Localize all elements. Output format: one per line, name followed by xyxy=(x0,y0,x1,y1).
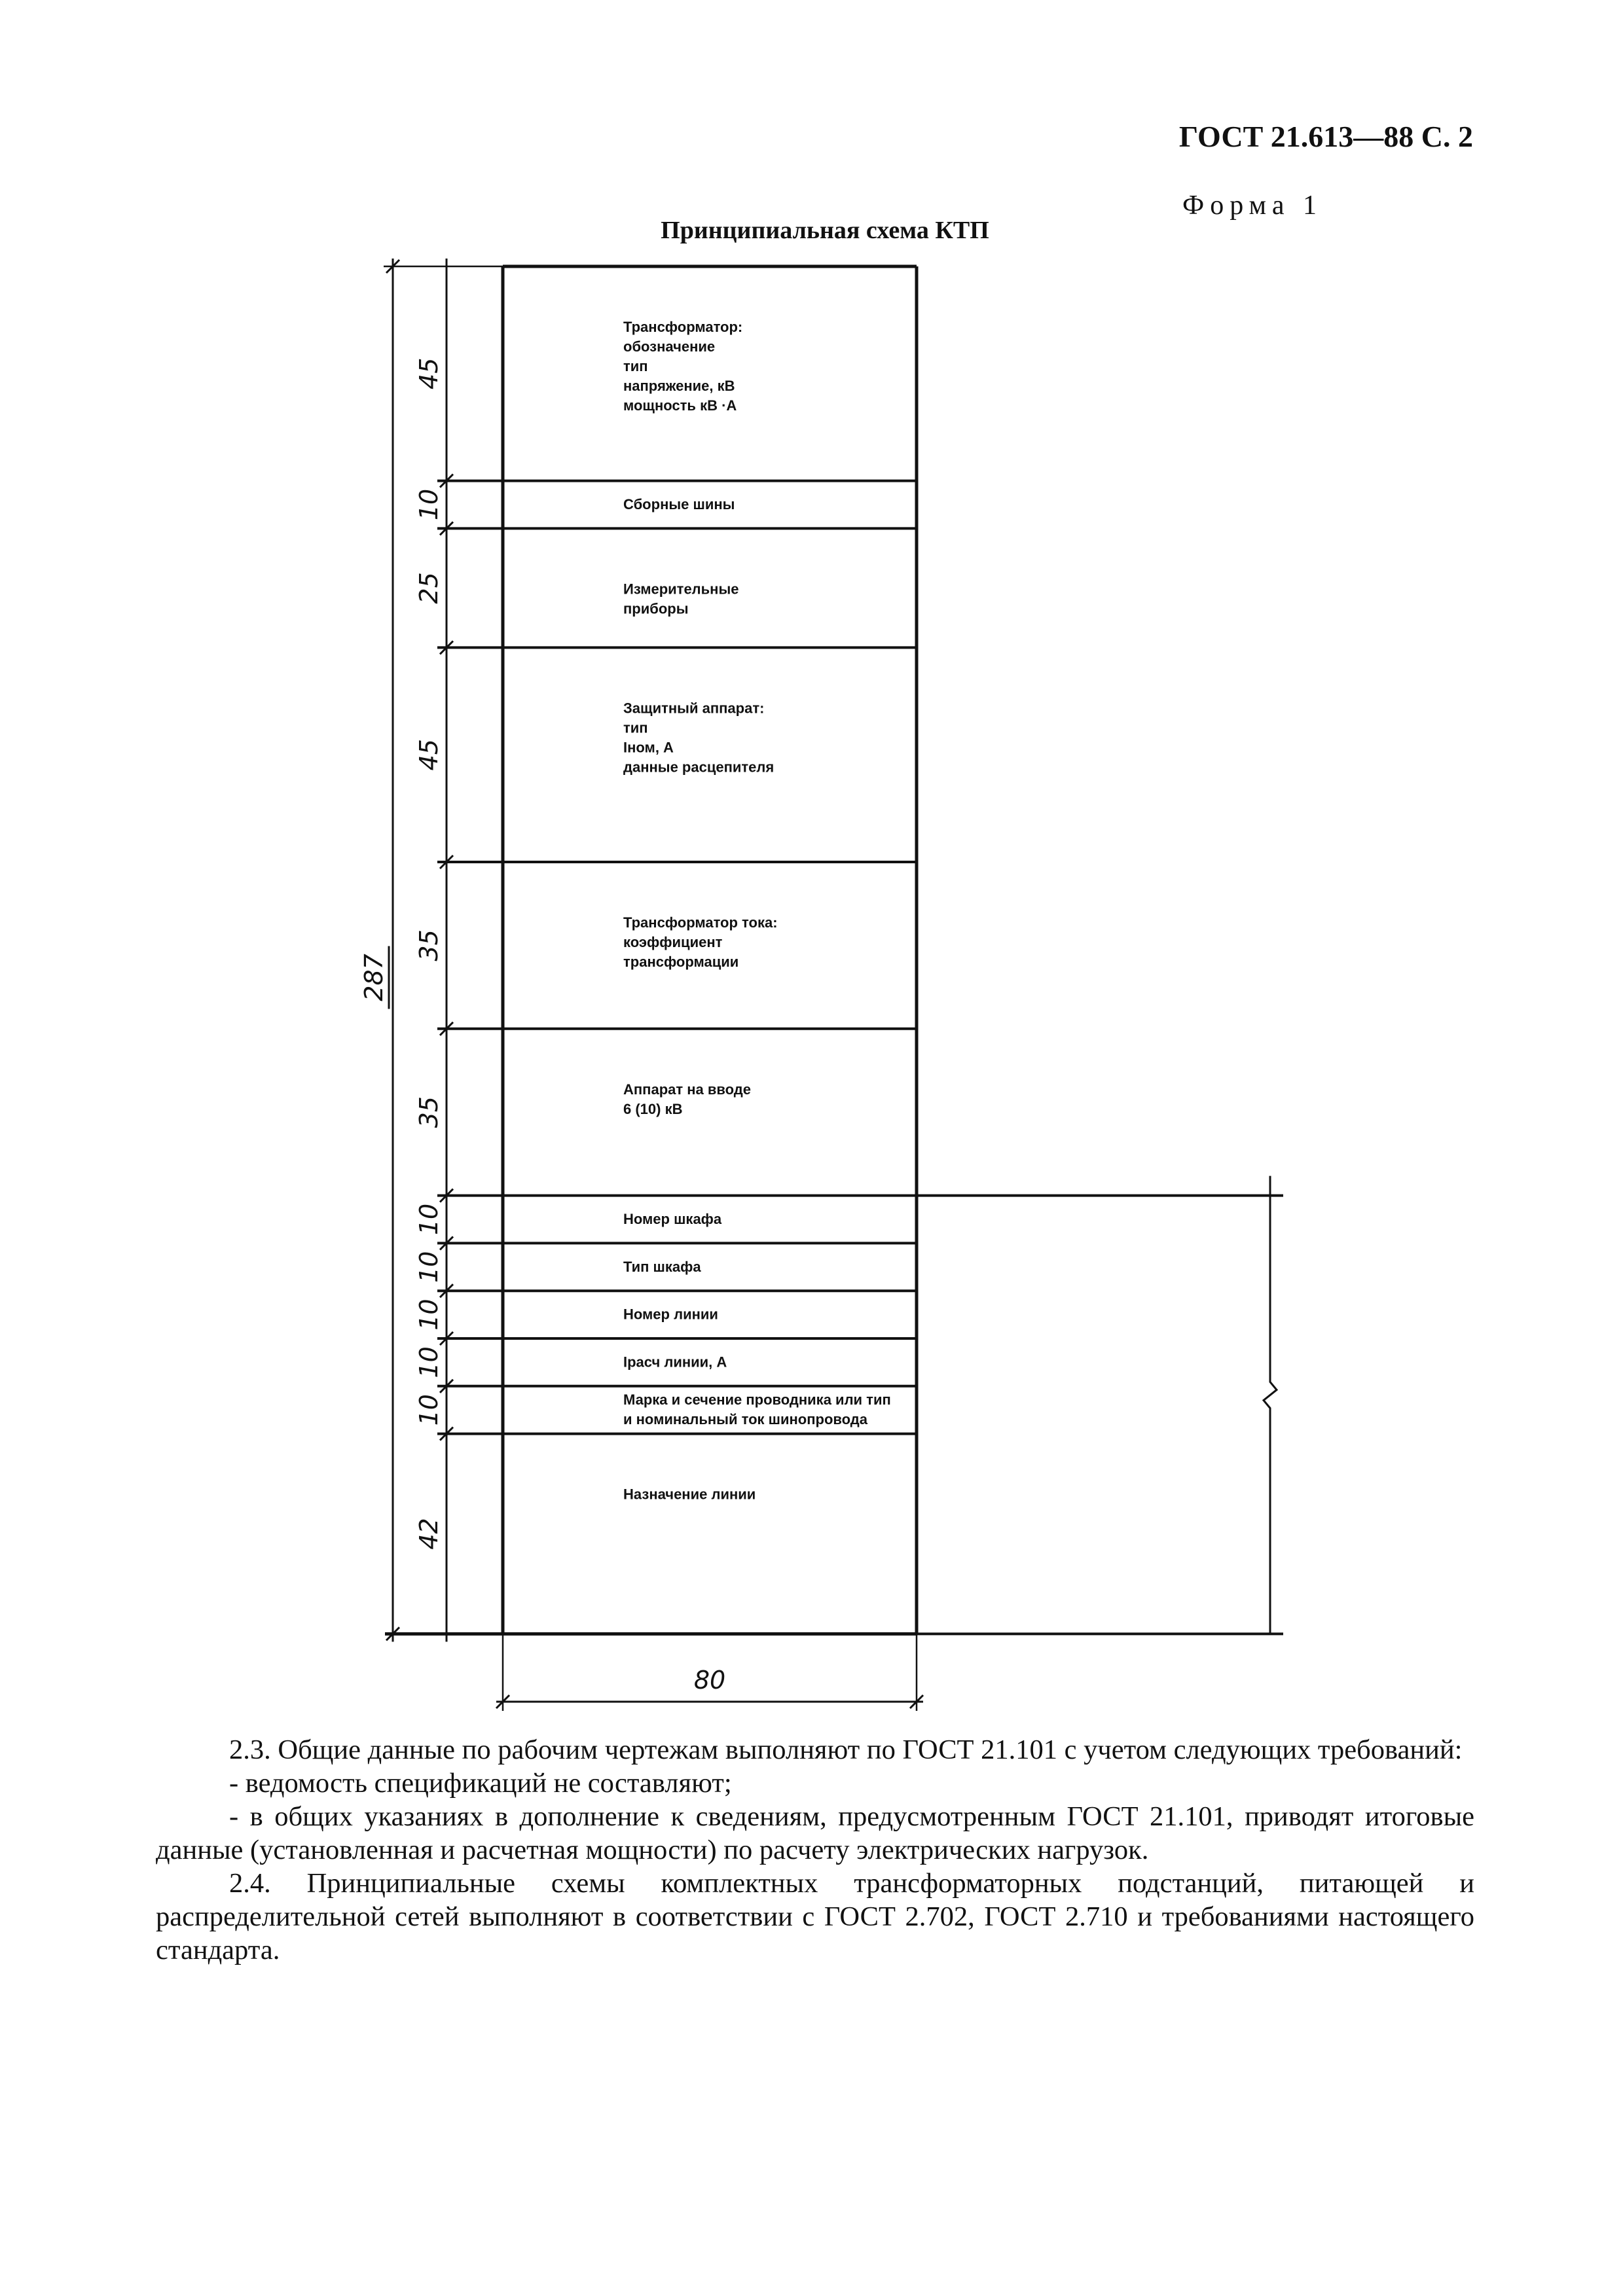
row-dimension-label: 10 xyxy=(414,488,443,521)
row-label-line: мощность кВ ·А xyxy=(623,397,737,414)
schematic-row xyxy=(414,1081,917,1202)
schematic-row xyxy=(414,1251,917,1298)
form-label: Форма 1 xyxy=(1182,190,1322,221)
schematic-row xyxy=(414,1346,917,1393)
row-label-line: данные расцепителя xyxy=(623,759,775,776)
row-label-line: Трансформатор тока: xyxy=(623,914,778,931)
row-label-line: обозначение xyxy=(623,338,716,355)
row-label-line: Защитный аппарат: xyxy=(623,700,765,717)
row-label-line: приборы xyxy=(623,600,689,617)
row-dimension-label: 10 xyxy=(414,1203,443,1236)
paragraph-2-4: 2.4. Принципиальные схемы комплектных трансформаторных подстанций, питающей и распределительной сетей выполняют в соответствии с ГОСТ 2.702, ГОСТ 2.710 и требованиями настоящего стандарта. xyxy=(156,1868,1474,1965)
row-dimension-label: 10 xyxy=(414,1299,443,1331)
row-label-line: напряжение, кВ xyxy=(623,378,735,394)
schematic-row xyxy=(414,700,917,869)
row-label-line: Тип шкафа xyxy=(623,1258,701,1275)
row-label-line: Назначение линии xyxy=(623,1486,756,1503)
row-label-line: Сборные шины xyxy=(623,496,735,512)
row-label-line: 6 (10) кВ xyxy=(623,1100,683,1117)
schematic-row xyxy=(414,489,917,535)
row-label-line: Номер шкафа xyxy=(623,1211,722,1227)
row-dimension-label: 45 xyxy=(414,357,443,389)
row-label-line: и номинальный ток шинопровода xyxy=(623,1411,867,1428)
row-dimension-label: 10 xyxy=(414,1394,443,1426)
row-label-line: Трансформатор: xyxy=(623,319,743,335)
row-label-line: Номер линии xyxy=(623,1306,718,1323)
row-label-line: Аппарат на вводе xyxy=(623,1081,752,1098)
total-height-dimension: 287 xyxy=(359,954,388,1001)
row-dimension-label: 42 xyxy=(414,1518,443,1550)
row-dimension-label: 35 xyxy=(414,1096,443,1128)
schematic-row xyxy=(414,1299,917,1345)
paragraph-bullet-specifications: - ведомость спецификаций не составляют; xyxy=(229,1768,732,1799)
row-label-line: трансформации xyxy=(623,954,739,970)
row-dimension-label: 45 xyxy=(414,739,443,771)
row-dimension-label: 35 xyxy=(414,929,443,961)
row-label-line: Iрасч линии, А xyxy=(623,1354,727,1371)
schematic-row xyxy=(414,914,917,1035)
schematic-row xyxy=(414,319,917,488)
page-header-doc-id: ГОСТ 21.613—88 С. 2 xyxy=(1178,120,1473,153)
schematic-row xyxy=(414,1204,917,1250)
paragraph-bullet-general-notes: - в общих указаниях в дополнение к сведениям, предусмотренным ГОСТ 21.101, приводят итоговые данные (установленная и расчетная мощности) по расчету электрических нагрузок. xyxy=(156,1801,1474,1865)
row-dimension-label: 25 xyxy=(414,572,443,604)
row-label-line: Iном, А xyxy=(623,739,674,756)
row-label-line: тип xyxy=(623,719,648,736)
schematic-row xyxy=(414,572,917,654)
break-line xyxy=(1264,1176,1277,1634)
row-dimension-label: 10 xyxy=(414,1346,443,1378)
body-text xyxy=(156,1733,1474,1967)
diagram-title: Принципиальная схема КТП xyxy=(661,217,989,244)
schematic-row xyxy=(414,1486,756,1550)
row-label-line: коэффициент xyxy=(623,934,723,950)
row-label-line: Измерительные xyxy=(623,581,739,598)
row-dimension-label: 10 xyxy=(414,1251,443,1283)
width-dimension-label: 80 xyxy=(693,1666,726,1695)
row-label-line: тип xyxy=(623,358,648,374)
row-label-line: Марка и сечение проводника или тип xyxy=(623,1391,891,1408)
schematic-row xyxy=(414,1391,917,1440)
paragraph-2-3: 2.3. Общие данные по рабочим чертежам выполняют по ГОСТ 21.101 с учетом следующих требований: xyxy=(229,1734,1463,1765)
